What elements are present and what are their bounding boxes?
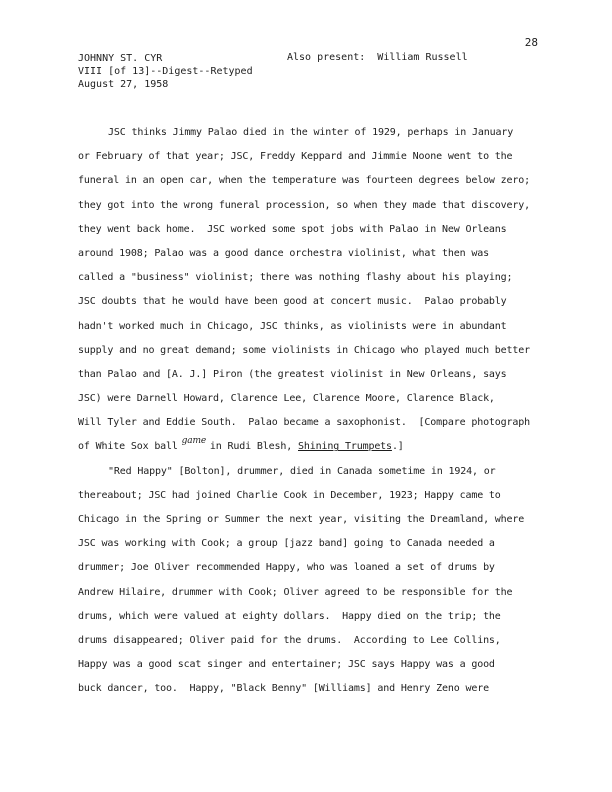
body-line: Will Tyler and Eddie South. Palao became a saxophonist. [Compare photograph	[78, 417, 531, 429]
body-line: drummer; Joe Oliver recommended Happy, who was loaned a set of drums by	[78, 562, 495, 574]
body-line: they went back home. JSC worked some spot jobs with Palao in New Orleans	[78, 223, 507, 235]
body-line: "Red Happy" [Bolton], drummer, died in Canada sometime in 1924, or	[108, 465, 496, 477]
interview-date: August 27, 1958	[78, 79, 169, 90]
line-text: .]	[391, 441, 404, 453]
body-line: JSC thinks Jimmy Palao died in the winter of 1929, perhaps in January	[108, 127, 514, 138]
book-title: Shining Trumpets	[298, 441, 392, 453]
body-line: called a "business" violinist; there was nothing flashy about his playing;	[78, 272, 513, 284]
handwritten-correction: game	[181, 436, 207, 447]
body-line: drums disappeared; Oliver paid for the drums. According to Lee Collins,	[78, 634, 501, 646]
body-line: JSC) were Darnell Howard, Clarence Lee, Clarence Moore, Clarence Black,	[78, 393, 495, 405]
body-line: hadn't worked much in Chicago, JSC thinks, as violinists were in abundant	[78, 320, 507, 332]
digest-body	[78, 121, 548, 702]
reel-info: VIII [of 13]--Digest--Retyped	[78, 66, 253, 77]
body-line: JSC doubts that he would have been good at concert music. Palao probably	[78, 296, 507, 308]
body-line: supply and no great demand; some violinists in Chicago who played much better	[78, 344, 531, 356]
line-text: in Rudi Blesh,	[204, 441, 298, 453]
body-line: or February of that year; JSC, Freddy Keppard and Jimmie Noone went to the	[78, 151, 513, 163]
body-line: around 1908; Palao was a good dance orchestra violinist, what then was	[78, 247, 489, 259]
interviewee-name: JOHNNY ST. CYR	[78, 53, 163, 64]
page-number: 28	[524, 36, 538, 49]
body-line: Happy was a good scat singer and entertainer; JSC says Happy was a good	[78, 659, 495, 671]
body-line: than Palao and [A. J.] Piron (the greatest violinist in New Orleans, says	[78, 368, 507, 380]
body-line-photo-reference	[78, 435, 548, 459]
body-line: buck dancer, too. Happy, "Black Benny" [Williams] and Henry Zeno were	[78, 683, 489, 695]
body-line: Andrew Hilaire, drummer with Cook; Oliver agreed to be responsible for the	[78, 586, 513, 598]
body-line: Chicago in the Spring or Summer the next year, visiting the Dreamland, where	[78, 514, 525, 525]
body-line: thereabout; JSC had joined Charlie Cook in December, 1923; Happy came to	[78, 489, 501, 501]
body-line: drums, which were valued at eighty dollars. Happy died on the trip; the	[78, 610, 501, 622]
body-line: they got into the wrong funeral procession, so when they made that discovery,	[78, 199, 531, 211]
body-line: JSC was working with Cook; a group [jazz band] going to Canada needed a	[78, 538, 495, 550]
document-header	[78, 52, 253, 91]
also-present: Also present: William Russell	[287, 52, 468, 63]
body-line: funeral in an open car, when the temperature was fourteen degrees below zero;	[78, 175, 531, 187]
line-text: of White Sox ball	[78, 441, 184, 453]
